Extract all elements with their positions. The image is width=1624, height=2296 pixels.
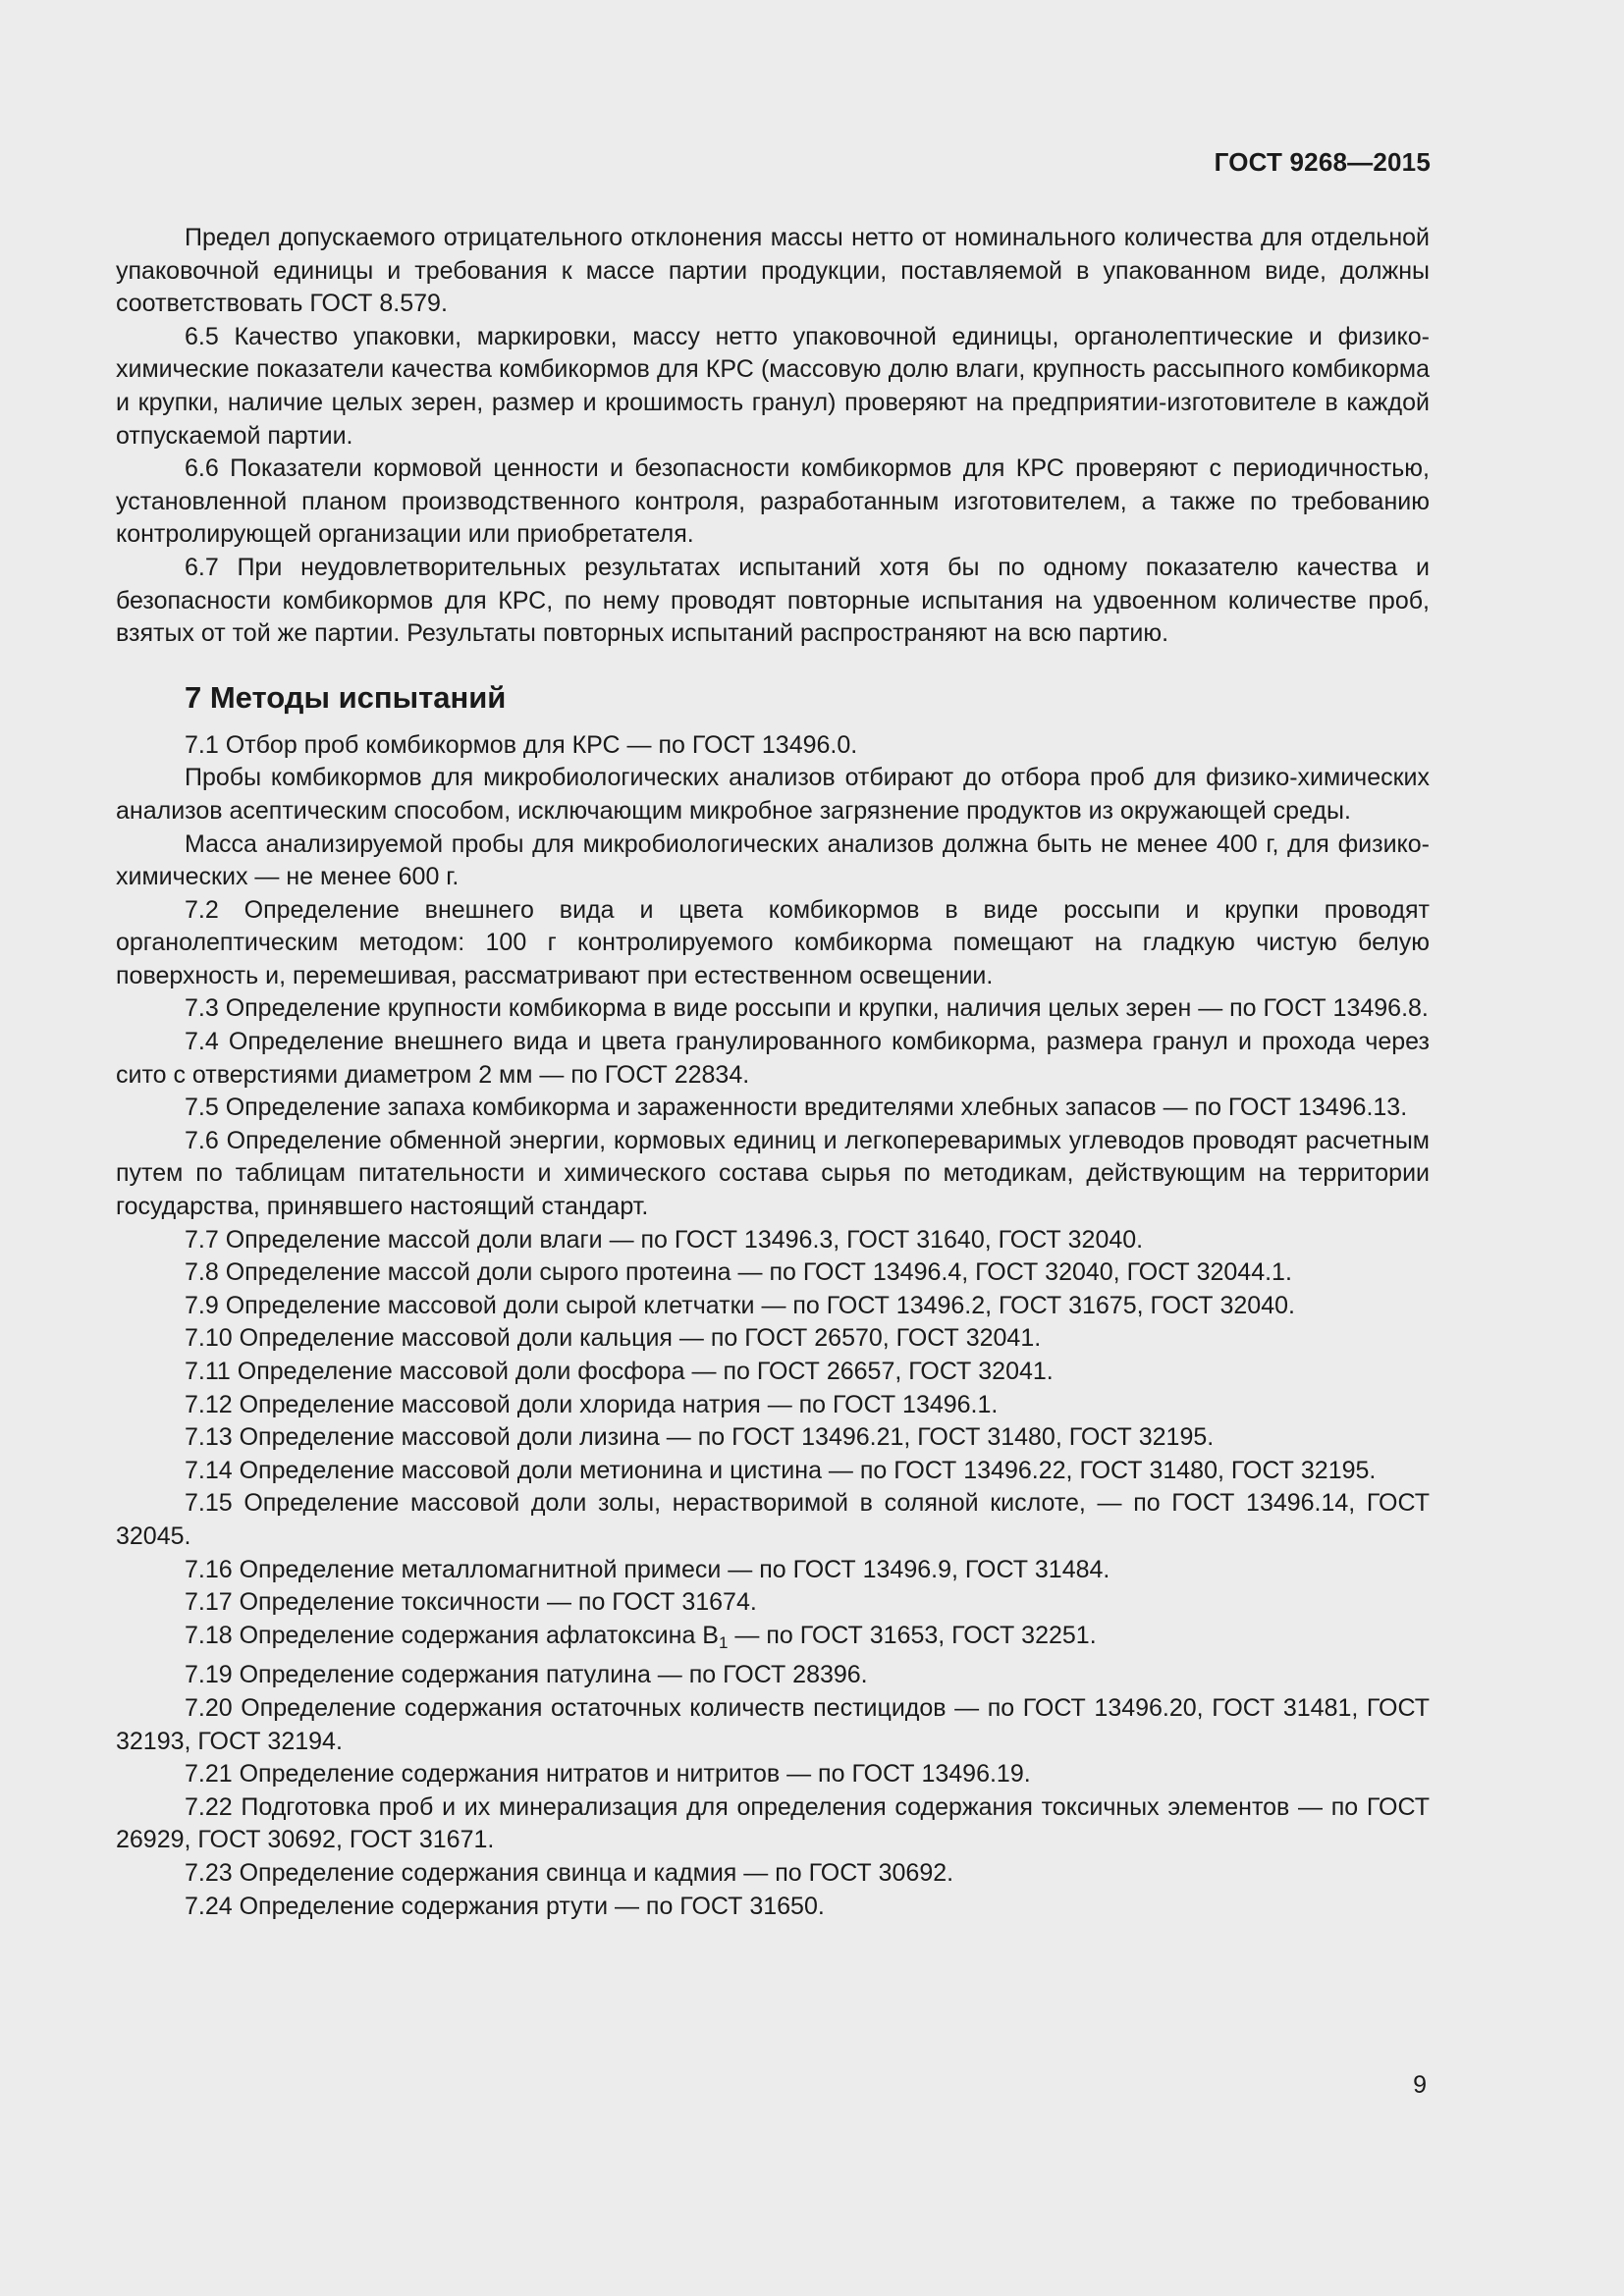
- paragraph-7-11: 7.11 Определение массовой доли фосфора — по ГОСТ 26657, ГОСТ 32041.: [185, 1358, 1054, 1385]
- section-7-title: 7 Методы испытаний: [185, 679, 507, 715]
- paragraph-7-1-sample-mass: Масса анализируемой пробы для микробиологических анализов должна быть не менее 400 г, для физико-химических — не менее 600 г.: [116, 829, 1430, 891]
- paragraph-7-17: 7.17 Определение токсичности — по ГОСТ 31674.: [185, 1588, 757, 1617]
- paragraph-7-18-refs: — по ГОСТ 31653, ГОСТ 32251.: [728, 1621, 1097, 1649]
- paragraph-7-15: 7.15 Определение массовой доли золы, нерастворимой в соляной кислоте, — по ГОСТ 13496.14, ГОСТ 32045.: [116, 1489, 1430, 1550]
- paragraph-7-1-microbiology: Пробы комбикормов для микробиологических анализов отбирают до отбора проб для физико-химических анализов асептическим способом, исключающим микробное загрязнение продуктов из окружающей среды.: [116, 764, 1430, 825]
- document-body: [116, 222, 1430, 1923]
- paragraph-7-8: 7.8 Определение массой доли сырого протеина — по ГОСТ 13496.4, ГОСТ 32040, ГОСТ 32044.1.: [185, 1258, 1292, 1287]
- paragraph-7-21: 7.21 Определение содержания нитратов и нитритов — по ГОСТ 13496.19.: [185, 1760, 1031, 1789]
- paragraph-7-2: 7.2 Определение внешнего вида и цвета комбикормов в виде россыпи и крупки проводят органолептическим методом: 100 г контролируемого комбикорма помещают на гладкую чистую белую поверхность и, перемешивая, рассматривают при естественном освещении.: [116, 895, 1430, 989]
- paragraph-7-9: 7.9 Определение массовой доли сырой клетчатки — по ГОСТ 13496.2, ГОСТ 31675, ГОСТ 32040.: [185, 1291, 1295, 1319]
- paragraph-7-24: 7.24 Определение содержания ртути — по ГОСТ 31650.: [185, 1892, 825, 1920]
- paragraph-7-18: [116, 1620, 1430, 1660]
- paragraph-7-10: 7.10 Определение массовой доли кальция — по ГОСТ 26570, ГОСТ 32041.: [185, 1324, 1042, 1353]
- paragraph-7-19: 7.19 Определение содержания патулина — по ГОСТ 28396.: [185, 1661, 868, 1689]
- page-number: 9: [1413, 2071, 1427, 2099]
- paragraph-7-3: 7.3 Определение крупности комбикорма в виде россыпи и крупки, наличия целых зерен — по ГОСТ 13496.8.: [185, 994, 1429, 1023]
- paragraph-7-6: 7.6 Определение обменной энергии, кормовых единиц и легкопереваримых углеводов проводят расчетным путем по таблицам питательности и химического состава сырья по методикам, действующим на территории государства, принявшего настоящий стандарт.: [116, 1126, 1430, 1221]
- aflatoxin-subscript: 1: [718, 1632, 729, 1652]
- paragraph-6-5: 6.5 Качество упаковки, маркировки, массу нетто упаковочной единицы, органолептические и физико-химические показатели качества комбикормов для КРС (массовую долю влаги, крупность рассыпного комбикорма и крупки, наличие целых зерен, размер и крошимость гранул) проверяют на предприятии-изготовителе в каждой отпускаемой партии.: [116, 322, 1430, 450]
- paragraph-7-4: 7.4 Определение внешнего вида и цвета гранулированного комбикорма, размера гранул и прохода через сито с отверстиями диаметром 2 мм — по ГОСТ 22834.: [116, 1028, 1430, 1089]
- paragraph-7-18-text: 7.18 Определение содержания афлатоксина B: [185, 1621, 719, 1649]
- paragraph-7-7: 7.7 Определение массой доли влаги — по ГОСТ 13496.3, ГОСТ 31640, ГОСТ 32040.: [185, 1225, 1144, 1254]
- paragraph-7-16: 7.16 Определение металломагнитной примеси — по ГОСТ 13496.9, ГОСТ 31484.: [185, 1555, 1110, 1583]
- paragraph-7-14: 7.14 Определение массовой доли метионина и цистина — по ГОСТ 13496.22, ГОСТ 31480, ГОСТ 32195.: [185, 1456, 1377, 1484]
- paragraph-7-23: 7.23 Определение содержания свинца и кадмия — по ГОСТ 30692.: [185, 1858, 954, 1887]
- document-header-code: ГОСТ 9268—2015: [1214, 147, 1431, 177]
- paragraph-7-22: 7.22 Подготовка проб и их минерализация для определения содержания токсичных элементов — по ГОСТ 26929, ГОСТ 30692, ГОСТ 31671.: [116, 1792, 1430, 1854]
- paragraph-7-13: 7.13 Определение массовой доли лизина — по ГОСТ 13496.21, ГОСТ 31480, ГОСТ 32195.: [185, 1423, 1215, 1452]
- paragraph-7-5: 7.5 Определение запаха комбикорма и зараженности вредителями хлебных запасов — по ГОСТ 13496.13.: [185, 1094, 1408, 1122]
- paragraph-7-20: 7.20 Определение содержания остаточных количеств пестицидов — по ГОСТ 13496.20, ГОСТ 31481, ГОСТ 32193, ГОСТ 32194.: [116, 1693, 1430, 1755]
- paragraph-6-6: 6.6 Показатели кормовой ценности и безопасности комбикормов для КРС проверяют с периодичностью, установленной планом производственного контроля, разработанным изготовителем, а также по требованию контролирующей организации или приобретателя.: [116, 454, 1430, 549]
- paragraph-7-12: 7.12 Определение массовой доли хлорида натрия — по ГОСТ 13496.1.: [185, 1390, 999, 1418]
- paragraph-7-1: 7.1 Отбор проб комбикормов для КРС — по ГОСТ 13496.0.: [185, 730, 858, 759]
- paragraph-6-4-continuation: Предел допускаемого отрицательного отклонения массы нетто от номинального количества для отдельной упаковочной единицы и требования к массе партии продукции, поставляемой в упакованном виде, должны соответствовать ГОСТ 8.579.: [116, 224, 1430, 318]
- paragraph-6-7: 6.7 При неудовлетворительных результатах испытаний хотя бы по одному показателю качества и безопасности комбикормов для КРС, по нему проводят повторные испытания на удвоенном количестве проб, взятых от той же партии. Результаты повторных испытаний распространяют на всю партию.: [116, 553, 1430, 648]
